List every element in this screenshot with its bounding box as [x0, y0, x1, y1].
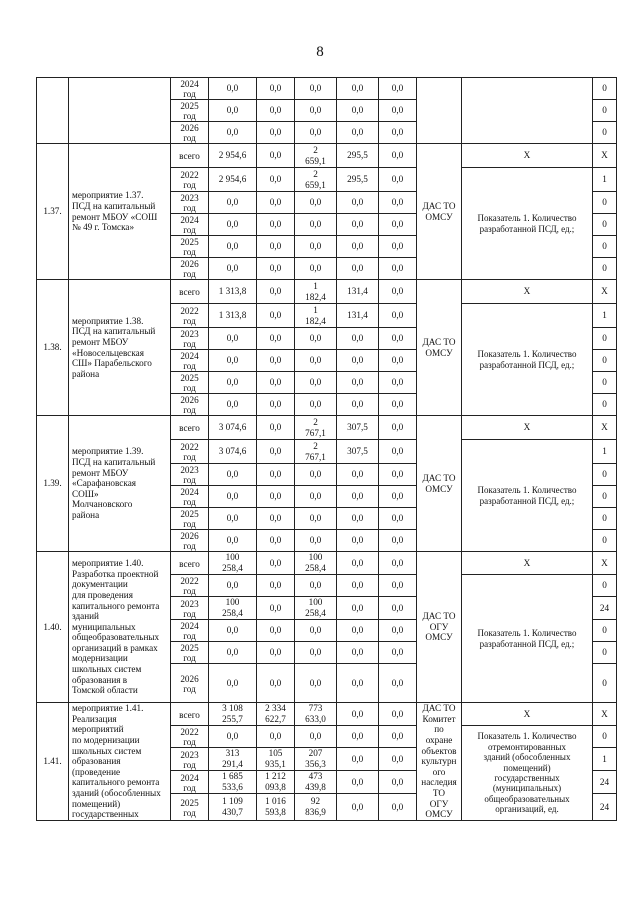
local-budget-cell: 307,5: [337, 416, 379, 440]
total-amount-cell: 3 074,6: [209, 440, 257, 464]
local-budget-cell: 0,0: [337, 530, 379, 552]
total-amount-cell: 0,0: [209, 530, 257, 552]
responsible-executor: ДАС ТО ОМСУ: [417, 144, 462, 280]
regional-budget-cell: 0,0: [295, 464, 337, 486]
regional-budget-cell: 2 767,1: [295, 440, 337, 464]
regional-budget-cell: 0,0: [295, 192, 337, 214]
regional-budget-cell: 2 767,1: [295, 416, 337, 440]
other-sources-cell: 0,0: [379, 771, 417, 794]
local-budget-cell: 295,5: [337, 168, 379, 192]
indicator-x-cell: X: [462, 280, 593, 304]
federal-budget-cell: 0,0: [257, 664, 295, 703]
federal-budget-cell: 1 212 093,8: [257, 771, 295, 794]
table-row: [37, 280, 617, 304]
regional-budget-cell: 2 659,1: [295, 144, 337, 168]
other-sources-cell: 0,0: [379, 328, 417, 350]
year-cell: 2022 год: [171, 440, 209, 464]
year-cell: 2023 год: [171, 464, 209, 486]
other-sources-cell: 0,0: [379, 664, 417, 703]
local-budget-cell: 0,0: [337, 642, 379, 664]
local-budget-cell: 0,0: [337, 214, 379, 236]
activity-number: 1.37.: [37, 144, 69, 280]
local-budget-cell: 0,0: [337, 703, 379, 726]
total-amount-cell: 2 954,6: [209, 168, 257, 192]
federal-budget-cell: 0,0: [257, 394, 295, 416]
other-sources-cell: 0,0: [379, 620, 417, 642]
regional-budget-cell: 0,0: [295, 78, 337, 100]
total-amount-cell: 2 954,6: [209, 144, 257, 168]
indicator-value-cell: 0: [593, 100, 617, 122]
indicator-value-cell: 0: [593, 508, 617, 530]
total-amount-cell: 100 258,4: [209, 597, 257, 620]
year-cell: 2022 год: [171, 726, 209, 748]
indicator-cell: Показатель 1. Количество разработанной ПСД, ед.;: [462, 168, 593, 280]
federal-budget-cell: 0,0: [257, 350, 295, 372]
regional-budget-cell: 773 633,0: [295, 703, 337, 726]
indicator-cell: [462, 78, 593, 144]
activity-number: 1.40.: [37, 552, 69, 703]
federal-budget-cell: 105 935,1: [257, 748, 295, 771]
regional-budget-cell: 100 258,4: [295, 597, 337, 620]
total-amount-cell: 0,0: [209, 122, 257, 144]
indicator-value-cell: 0: [593, 575, 617, 597]
year-cell: 2022 год: [171, 575, 209, 597]
responsible-executor: [417, 78, 462, 144]
year-cell: всего: [171, 703, 209, 726]
responsible-executor: ДАС ТО Комитет по охране объектов культурн ого наследия ТО ОГУ ОМСУ: [417, 703, 462, 821]
total-amount-cell: 313 291,4: [209, 748, 257, 771]
other-sources-cell: 0,0: [379, 530, 417, 552]
year-cell: всего: [171, 144, 209, 168]
year-cell: 2025 год: [171, 794, 209, 821]
total-amount-cell: 0,0: [209, 575, 257, 597]
federal-budget-cell: 0,0: [257, 552, 295, 575]
other-sources-cell: 0,0: [379, 280, 417, 304]
federal-budget-cell: 0,0: [257, 416, 295, 440]
federal-budget-cell: 0,0: [257, 122, 295, 144]
indicator-x-cell: X: [462, 144, 593, 168]
other-sources-cell: 0,0: [379, 304, 417, 328]
local-budget-cell: 0,0: [337, 486, 379, 508]
total-amount-cell: 0,0: [209, 642, 257, 664]
indicator-value-cell: 0: [593, 372, 617, 394]
other-sources-cell: 0,0: [379, 794, 417, 821]
federal-budget-cell: 1 016 593,8: [257, 794, 295, 821]
indicator-value-cell: X: [593, 280, 617, 304]
year-cell: 2024 год: [171, 78, 209, 100]
local-budget-cell: 0,0: [337, 552, 379, 575]
year-cell: всего: [171, 416, 209, 440]
local-budget-cell: 0,0: [337, 664, 379, 703]
regional-budget-cell: 0,0: [295, 100, 337, 122]
federal-budget-cell: 0,0: [257, 236, 295, 258]
regional-budget-cell: 0,0: [295, 642, 337, 664]
indicator-value-cell: 0: [593, 394, 617, 416]
regional-budget-cell: 92 836,9: [295, 794, 337, 821]
local-budget-cell: 0,0: [337, 372, 379, 394]
local-budget-cell: 0,0: [337, 350, 379, 372]
total-amount-cell: 3 074,6: [209, 416, 257, 440]
other-sources-cell: 0,0: [379, 122, 417, 144]
indicator-cell: Показатель 1. Количество разработанной ПСД, ед.;: [462, 304, 593, 416]
regional-budget-cell: 0,0: [295, 530, 337, 552]
indicator-value-cell: 0: [593, 530, 617, 552]
activity-name: мероприятие 1.37. ПСД на капитальный ремонт МБОУ «СОШ № 49 г. Томска»: [69, 144, 171, 280]
year-cell: 2024 год: [171, 214, 209, 236]
federal-budget-cell: 0,0: [257, 214, 295, 236]
table-row: [37, 78, 617, 100]
indicator-cell: Показатель 1. Количество отремонтированных зданий (обособленных помещений) государственных (муниципальных) общеобразовательных организаций, ед.: [462, 726, 593, 821]
indicator-value-cell: 0: [593, 350, 617, 372]
federal-budget-cell: 0,0: [257, 168, 295, 192]
activity-number: 1.41.: [37, 703, 69, 821]
total-amount-cell: 1 313,8: [209, 304, 257, 328]
other-sources-cell: 0,0: [379, 192, 417, 214]
year-cell: 2022 год: [171, 304, 209, 328]
total-amount-cell: 0,0: [209, 372, 257, 394]
indicator-value-cell: 0: [593, 236, 617, 258]
year-cell: 2025 год: [171, 236, 209, 258]
total-amount-cell: 0,0: [209, 394, 257, 416]
federal-budget-cell: 0,0: [257, 597, 295, 620]
local-budget-cell: 0,0: [337, 620, 379, 642]
regional-budget-cell: 207 356,3: [295, 748, 337, 771]
indicator-value-cell: 1: [593, 748, 617, 771]
federal-budget-cell: 0,0: [257, 100, 295, 122]
federal-budget-cell: 0,0: [257, 486, 295, 508]
year-cell: всего: [171, 552, 209, 575]
federal-budget-cell: 0,0: [257, 464, 295, 486]
indicator-value-cell: 1: [593, 304, 617, 328]
federal-budget-cell: 0,0: [257, 304, 295, 328]
local-budget-cell: 0,0: [337, 464, 379, 486]
indicator-value-cell: 0: [593, 78, 617, 100]
regional-budget-cell: 1 182,4: [295, 304, 337, 328]
regional-budget-cell: 0,0: [295, 258, 337, 280]
total-amount-cell: 0,0: [209, 464, 257, 486]
other-sources-cell: 0,0: [379, 486, 417, 508]
indicator-value-cell: 0: [593, 464, 617, 486]
other-sources-cell: 0,0: [379, 416, 417, 440]
year-cell: 2024 год: [171, 620, 209, 642]
indicator-value-cell: 0: [593, 214, 617, 236]
indicator-value-cell: 1: [593, 168, 617, 192]
activity-name: мероприятие 1.38. ПСД на капитальный ремонт МБОУ «Новосельцевская СШ» Парабельского района: [69, 280, 171, 416]
total-amount-cell: 1 313,8: [209, 280, 257, 304]
local-budget-cell: 0,0: [337, 726, 379, 748]
federal-budget-cell: 0,0: [257, 530, 295, 552]
other-sources-cell: 0,0: [379, 597, 417, 620]
indicator-value-cell: X: [593, 552, 617, 575]
year-cell: 2025 год: [171, 100, 209, 122]
local-budget-cell: 0,0: [337, 328, 379, 350]
year-cell: 2026 год: [171, 258, 209, 280]
indicator-value-cell: X: [593, 416, 617, 440]
page-number: 8: [316, 44, 324, 60]
year-cell: 2024 год: [171, 350, 209, 372]
year-cell: 2024 год: [171, 771, 209, 794]
year-cell: 2023 год: [171, 328, 209, 350]
total-amount-cell: 0,0: [209, 236, 257, 258]
regional-budget-cell: 0,0: [295, 214, 337, 236]
regional-budget-cell: 0,0: [295, 372, 337, 394]
local-budget-cell: 0,0: [337, 575, 379, 597]
responsible-executor: ДАС ТО ОМСУ: [417, 280, 462, 416]
regional-budget-cell: 0,0: [295, 394, 337, 416]
other-sources-cell: 0,0: [379, 748, 417, 771]
federal-budget-cell: 0,0: [257, 642, 295, 664]
activity-number: 1.38.: [37, 280, 69, 416]
regional-budget-cell: 0,0: [295, 236, 337, 258]
other-sources-cell: 0,0: [379, 168, 417, 192]
other-sources-cell: 0,0: [379, 372, 417, 394]
indicator-value-cell: 0: [593, 726, 617, 748]
federal-budget-cell: 2 334 622,7: [257, 703, 295, 726]
indicator-x-cell: X: [462, 552, 593, 575]
local-budget-cell: 131,4: [337, 280, 379, 304]
total-amount-cell: 0,0: [209, 664, 257, 703]
local-budget-cell: 0,0: [337, 771, 379, 794]
other-sources-cell: 0,0: [379, 144, 417, 168]
total-amount-cell: 0,0: [209, 258, 257, 280]
activity-name: мероприятие 1.40. Разработка проектной документации для проведения капитального ремонта зданий муниципальных общеобразовательных организаций в рамках модернизации школьных систем образования в Томской области: [69, 552, 171, 703]
table-body: [37, 78, 617, 821]
other-sources-cell: 0,0: [379, 642, 417, 664]
other-sources-cell: 0,0: [379, 236, 417, 258]
other-sources-cell: 0,0: [379, 258, 417, 280]
year-cell: 2025 год: [171, 372, 209, 394]
year-cell: 2025 год: [171, 508, 209, 530]
total-amount-cell: 100 258,4: [209, 552, 257, 575]
regional-budget-cell: 1 182,4: [295, 280, 337, 304]
activity-name: мероприятие 1.39. ПСД на капитальный ремонт МБОУ «Сарафановская СОШ» Молчановского района: [69, 416, 171, 552]
indicator-value-cell: 24: [593, 597, 617, 620]
total-amount-cell: 0,0: [209, 620, 257, 642]
total-amount-cell: 0,0: [209, 192, 257, 214]
activity-name: мероприятие 1.41. Реализация мероприятий по модернизации школьных систем образования (проведение капитального ремонта зданий (обособленных помещений) государственных: [69, 703, 171, 821]
other-sources-cell: 0,0: [379, 440, 417, 464]
activity-number: 1.39.: [37, 416, 69, 552]
indicator-value-cell: 0: [593, 192, 617, 214]
federal-budget-cell: 0,0: [257, 144, 295, 168]
other-sources-cell: 0,0: [379, 78, 417, 100]
other-sources-cell: 0,0: [379, 394, 417, 416]
total-amount-cell: 0,0: [209, 100, 257, 122]
federal-budget-cell: 0,0: [257, 620, 295, 642]
federal-budget-cell: 0,0: [257, 258, 295, 280]
total-amount-cell: 1 685 533,6: [209, 771, 257, 794]
local-budget-cell: 0,0: [337, 236, 379, 258]
regional-budget-cell: 0,0: [295, 486, 337, 508]
federal-budget-cell: 0,0: [257, 328, 295, 350]
local-budget-cell: 0,0: [337, 258, 379, 280]
federal-budget-cell: 0,0: [257, 372, 295, 394]
regional-budget-cell: 0,0: [295, 328, 337, 350]
total-amount-cell: 0,0: [209, 508, 257, 530]
federal-budget-cell: 0,0: [257, 726, 295, 748]
local-budget-cell: 295,5: [337, 144, 379, 168]
table-row: [37, 552, 617, 575]
federal-budget-cell: 0,0: [257, 508, 295, 530]
year-cell: 2026 год: [171, 122, 209, 144]
regional-budget-cell: 0,0: [295, 664, 337, 703]
regional-budget-cell: 100 258,4: [295, 552, 337, 575]
local-budget-cell: 307,5: [337, 440, 379, 464]
other-sources-cell: 0,0: [379, 552, 417, 575]
indicator-value-cell: X: [593, 703, 617, 726]
regional-budget-cell: 0,0: [295, 350, 337, 372]
year-cell: 2024 год: [171, 486, 209, 508]
local-budget-cell: 0,0: [337, 100, 379, 122]
other-sources-cell: 0,0: [379, 703, 417, 726]
year-cell: 2026 год: [171, 394, 209, 416]
other-sources-cell: 0,0: [379, 726, 417, 748]
indicator-value-cell: 0: [593, 328, 617, 350]
local-budget-cell: 0,0: [337, 794, 379, 821]
regional-budget-cell: 0,0: [295, 620, 337, 642]
year-cell: 2023 год: [171, 192, 209, 214]
year-cell: всего: [171, 280, 209, 304]
total-amount-cell: 0,0: [209, 486, 257, 508]
federal-budget-cell: 0,0: [257, 280, 295, 304]
total-amount-cell: 3 108 255,7: [209, 703, 257, 726]
year-cell: 2025 год: [171, 642, 209, 664]
indicator-value-cell: 24: [593, 771, 617, 794]
indicator-value-cell: 0: [593, 620, 617, 642]
regional-budget-cell: 0,0: [295, 726, 337, 748]
federal-budget-cell: 0,0: [257, 440, 295, 464]
program-activities-table: [36, 77, 617, 821]
federal-budget-cell: 0,0: [257, 192, 295, 214]
local-budget-cell: 0,0: [337, 122, 379, 144]
local-budget-cell: 0,0: [337, 508, 379, 530]
regional-budget-cell: 0,0: [295, 508, 337, 530]
indicator-value-cell: 24: [593, 794, 617, 821]
local-budget-cell: 0,0: [337, 192, 379, 214]
year-cell: 2026 год: [171, 530, 209, 552]
indicator-value-cell: 0: [593, 642, 617, 664]
local-budget-cell: 0,0: [337, 394, 379, 416]
indicator-value-cell: X: [593, 144, 617, 168]
regional-budget-cell: 0,0: [295, 575, 337, 597]
total-amount-cell: 0,0: [209, 350, 257, 372]
indicator-x-cell: X: [462, 703, 593, 726]
indicator-value-cell: 1: [593, 440, 617, 464]
indicator-value-cell: 0: [593, 122, 617, 144]
table-row: [37, 144, 617, 168]
indicator-cell: Показатель 1. Количество разработанной ПСД, ед.;: [462, 440, 593, 552]
regional-budget-cell: 2 659,1: [295, 168, 337, 192]
activity-name: [69, 78, 171, 144]
table-row: [37, 416, 617, 440]
indicator-x-cell: X: [462, 416, 593, 440]
other-sources-cell: 0,0: [379, 100, 417, 122]
year-cell: 2023 год: [171, 748, 209, 771]
indicator-value-cell: 0: [593, 258, 617, 280]
other-sources-cell: 0,0: [379, 464, 417, 486]
other-sources-cell: 0,0: [379, 214, 417, 236]
other-sources-cell: 0,0: [379, 575, 417, 597]
total-amount-cell: 0,0: [209, 328, 257, 350]
local-budget-cell: 0,0: [337, 78, 379, 100]
other-sources-cell: 0,0: [379, 508, 417, 530]
local-budget-cell: 131,4: [337, 304, 379, 328]
year-cell: 2022 год: [171, 168, 209, 192]
year-cell: 2026 год: [171, 664, 209, 703]
responsible-executor: ДАС ТО ОМСУ: [417, 416, 462, 552]
regional-budget-cell: 473 439,8: [295, 771, 337, 794]
table-row: [37, 703, 617, 726]
total-amount-cell: 0,0: [209, 78, 257, 100]
indicator-value-cell: 0: [593, 664, 617, 703]
other-sources-cell: 0,0: [379, 350, 417, 372]
activity-number: [37, 78, 69, 144]
total-amount-cell: 0,0: [209, 726, 257, 748]
responsible-executor: ДАС ТО ОГУ ОМСУ: [417, 552, 462, 703]
local-budget-cell: 0,0: [337, 597, 379, 620]
regional-budget-cell: 0,0: [295, 122, 337, 144]
total-amount-cell: 0,0: [209, 214, 257, 236]
indicator-cell: Показатель 1. Количество разработанной ПСД, ед.;: [462, 575, 593, 703]
local-budget-cell: 0,0: [337, 748, 379, 771]
federal-budget-cell: 0,0: [257, 78, 295, 100]
indicator-value-cell: 0: [593, 486, 617, 508]
total-amount-cell: 1 109 430,7: [209, 794, 257, 821]
federal-budget-cell: 0,0: [257, 575, 295, 597]
year-cell: 2023 год: [171, 597, 209, 620]
